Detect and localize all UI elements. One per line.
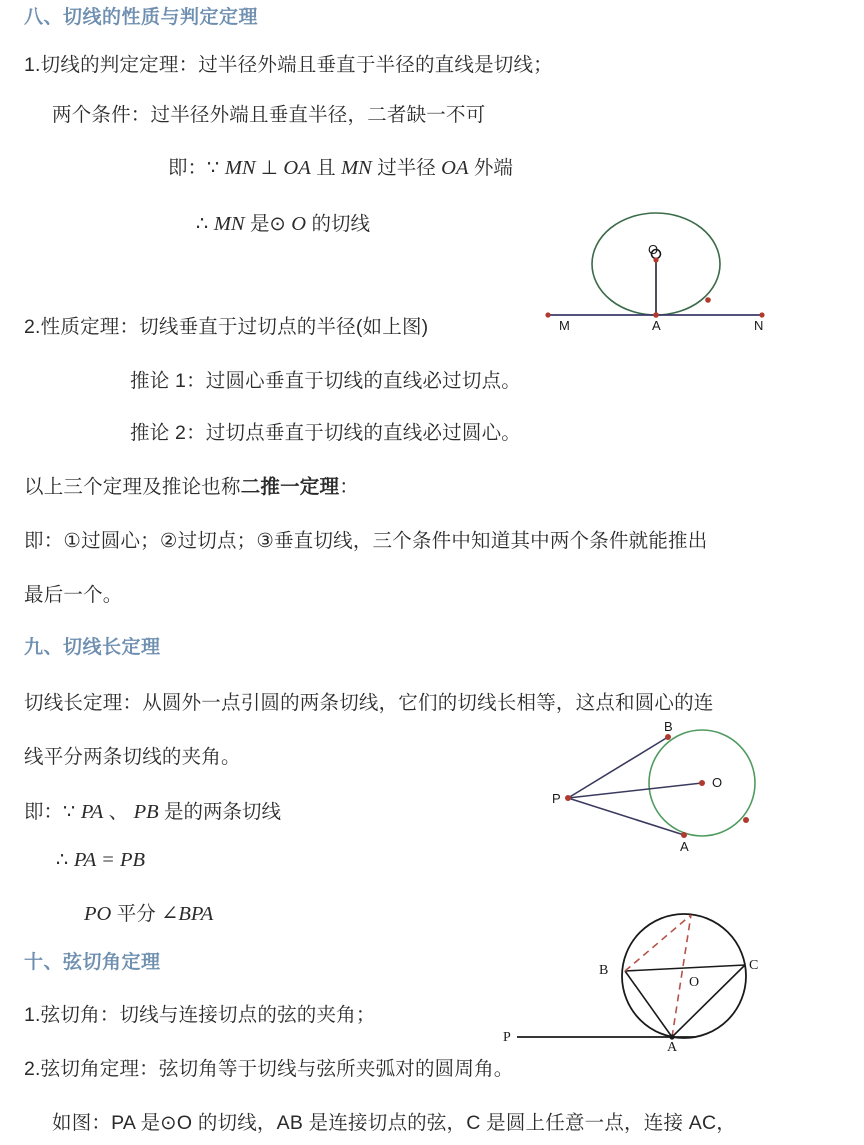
text-line-po-bisects (84, 904, 213, 925)
given-prefix: 即：∵ (168, 157, 225, 179)
math-oa-2: OA (441, 157, 469, 179)
label-a-2: A (680, 839, 689, 854)
math-oa-1: OA (283, 157, 311, 179)
two-imply-one-pre: 以上三个定理及推论也称 (24, 476, 241, 498)
tangent-text: 的切线 (306, 213, 370, 235)
figure-chord-tangent-angle (495, 905, 775, 1070)
point-on-circle-extra-2 (743, 817, 749, 823)
figure-tangent-mn (536, 200, 776, 340)
point-on-circle-extra (705, 297, 711, 303)
through-radius-text: 过半径 (371, 157, 442, 179)
section-heading-8: 八、切线的性质与判定定理 (24, 7, 259, 28)
therefore-prefix-2: ∴ (56, 849, 74, 871)
text-line-bisect-angle: 线平分两条切线的夹角。 (24, 746, 241, 768)
perp-symbol: ⊥ (255, 157, 284, 179)
math-pb-1: PB (133, 801, 159, 823)
text-line-corollary-2: 推论 2：过切点垂直于切线的直线必过圆心。 (130, 422, 521, 444)
text-line-two-conditions: 两个条件：过半径外端且垂直半径，二者缺一不可 (52, 104, 486, 126)
circle-o-shape-3 (622, 914, 746, 1038)
label-o-3: O (689, 975, 700, 990)
math-mn-1: MN (224, 157, 256, 179)
outer-end-text: 外端 (468, 157, 513, 179)
chord-ca (672, 965, 745, 1037)
text-line-chord-tangent-angle-def: 1.弦切角：切线与连接切点的弦的夹角； (24, 1004, 376, 1026)
text-line-given-mn-perp-oa (168, 158, 513, 179)
label-c-3: C (749, 958, 759, 973)
label-p-3: P (503, 1030, 511, 1045)
text-line-property-theorem: 2.性质定理：切线垂直于过切点的半径(如上图) (24, 316, 429, 338)
figure-tangent-length-svg (520, 715, 770, 860)
label-o-2: O (712, 775, 723, 790)
given-prefix-2: 即：∵ (24, 801, 81, 823)
section-heading-10: 十、弦切角定理 (24, 952, 161, 973)
text-line-therefore-mn-tangent (196, 214, 370, 235)
math-mn-2: MN (341, 157, 372, 179)
point-a-2 (681, 832, 687, 838)
chord-bc (625, 965, 745, 971)
text-line-two-imply-one (24, 478, 359, 498)
tangent-segment-pa (568, 798, 684, 835)
label-a-3: A (667, 1040, 678, 1055)
label-n: N (754, 318, 764, 333)
label-m: M (559, 318, 570, 333)
comma-sep: 、 (103, 801, 134, 823)
math-angle-bpa: ∠BPA (161, 903, 214, 925)
figure-tangent-length (520, 715, 770, 860)
math-po: PO (84, 903, 112, 925)
text-line-tangent-length-theorem: 切线长定理：从圆外一点引圆的两条切线，它们的切线长相等，这点和圆心的连 (24, 692, 714, 714)
label-b-2: B (664, 719, 673, 734)
label-p-2: P (552, 791, 561, 806)
two-tangents-text: 是的两条切线 (158, 801, 282, 823)
and-text: 且 (310, 157, 342, 179)
text-line-chord-tangent-angle-theorem: 2.弦切角定理：弦切角等于切线与弦所夹弧对的圆周角。 (24, 1058, 514, 1080)
math-pa-1: PA (80, 801, 104, 823)
point-p-2 (565, 795, 571, 801)
label-a: A (652, 318, 661, 333)
math-pa-equals-pb: PA = PB (73, 849, 145, 871)
text-line-corollary-1: 推论 1：过圆心垂直于切线的直线必过切点。 (130, 370, 521, 392)
text-line-given-pa-pb (24, 802, 281, 823)
point-n (759, 312, 764, 317)
figure-chord-tangent-angle-svg (495, 905, 775, 1070)
text-line-three-conditions: 即：①过圆心；②过切点；③垂直切线，三个条件中知道其中两个条件就能推出 (24, 530, 708, 552)
point-o-2 (699, 780, 705, 786)
point-a-3 (669, 1034, 674, 1039)
label-b-3: B (599, 963, 609, 978)
two-imply-one-term: 二推一定理 (240, 476, 340, 498)
label-o: O (648, 242, 659, 257)
text-line-last-one: 最后一个。 (24, 584, 123, 606)
bisect-text: 平分 (111, 903, 162, 925)
math-o-1: O (291, 213, 307, 235)
two-imply-one-post: ： (339, 476, 359, 498)
dashed-chord-bd (625, 915, 691, 971)
is-circle-text: 是⊙ (244, 213, 292, 235)
text-line-pa-equals-pb (56, 850, 145, 871)
section-heading-9: 九、切线长定理 (24, 637, 161, 658)
math-mn-3: MN (213, 213, 245, 235)
text-line-judgment-theorem: 1.切线的判定定理：过半径外端且垂直于半径的直线是切线； (24, 54, 553, 76)
text-line-as-shown: 如图：PA 是⊙O 的切线，AB 是连接切点的弦，C 是圆上任意一点，连接 AC， (52, 1112, 736, 1134)
point-b-2 (665, 734, 671, 740)
point-o (653, 257, 658, 262)
point-m (545, 312, 550, 317)
point-a (653, 312, 659, 318)
therefore-prefix: ∴ (196, 213, 214, 235)
